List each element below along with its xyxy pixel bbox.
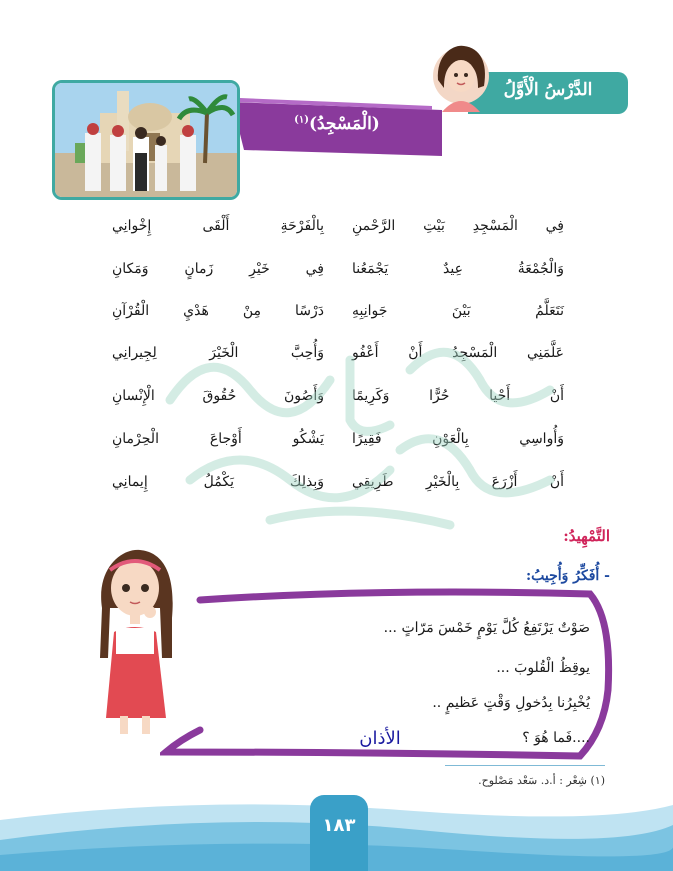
footnote: (١) شِعْر : أ.د. سَعْد مَصْلوح. [478,774,605,787]
verse-right-3: نَتَعَلَّمُ بَيْنَ جَوانِبِهِ [352,303,564,319]
mosque-photo [52,80,240,200]
verse-right-7: أَنْ أَزْرَعَ بِالْخَيْرِ طَرِيقِي [352,474,564,490]
verse-left-3: دَرْسًا مِنْ هَدْيِ الْقُرْآنِ [112,303,324,319]
verse-right-5: أَنْ أَحْيا حُرًّا وَكَرِيمًا [352,388,564,404]
verse-left-7: وَبِذلِكَ يَكْمُلُ إِيمانِي [112,474,324,490]
verse-left-6: يَشْكُو أَوْجاعَ الْحِرْمانِ [112,431,324,447]
riddle-line-1: صَوْتٌ يَرْتَفِعُ كُلَّ يَوْمٍ خَمْسَ مَرّاتٍ ... [383,620,590,636]
riddle-line-3: يُخْبِرُنا بِدُخولِ وَقْتٍ عَظيمٍ .. [432,695,590,711]
verse-right-6: وَأُواسِي بِالْعَوْنِ فَقِيرًا [352,431,564,447]
think-answer-heading: - أُفَكِّرُ وَأُجِيبُ: [525,568,610,584]
poem-title [262,114,412,134]
lesson-title: الدَّرْسُ الْأَوَّلُ [503,80,593,100]
answer-text: الأذان [359,728,401,749]
verse-right-2: وَالْجُمْعَةُ عِيدٌ يَجْمَعُنا [352,261,564,277]
verse-left-4: وَأُحِبَّ الْخَيْرَ لِجِيرانِي [112,345,324,361]
verse-left-5: وَأَصُونَ حُقُوقَ الْإِنْسانِ [112,388,324,404]
thinking-girl-icon [92,548,178,736]
footnote-divider [445,765,605,766]
footnote-mark: (١) [294,114,309,126]
poem-title-text: (الْمَسْجِدُ) [308,114,380,134]
verse-right-4: عَلَّمَنِي الْمَسْجِدُ أَنْ أَعْفُو [352,345,564,361]
riddle-question: ....فَما هُوَ ؟ [522,730,590,746]
riddle-line-2: يوقِظُ الْقُلوبَ ... [496,660,590,676]
verse-left-1: بِالْفَرْحَةِ أَلْقَى إِخْوانِي [112,218,324,234]
verse-right-1: فِي الْمَسْجِدِ بَيْتِ الرَّحْمنِ [352,218,564,234]
page-number: ١٨٣ [322,815,356,836]
intro-heading: التَّمْهِيدُ: [563,527,610,545]
verse-left-2: فِي خَيْرِ زَمانٍ وَمَكانِ [112,261,324,277]
